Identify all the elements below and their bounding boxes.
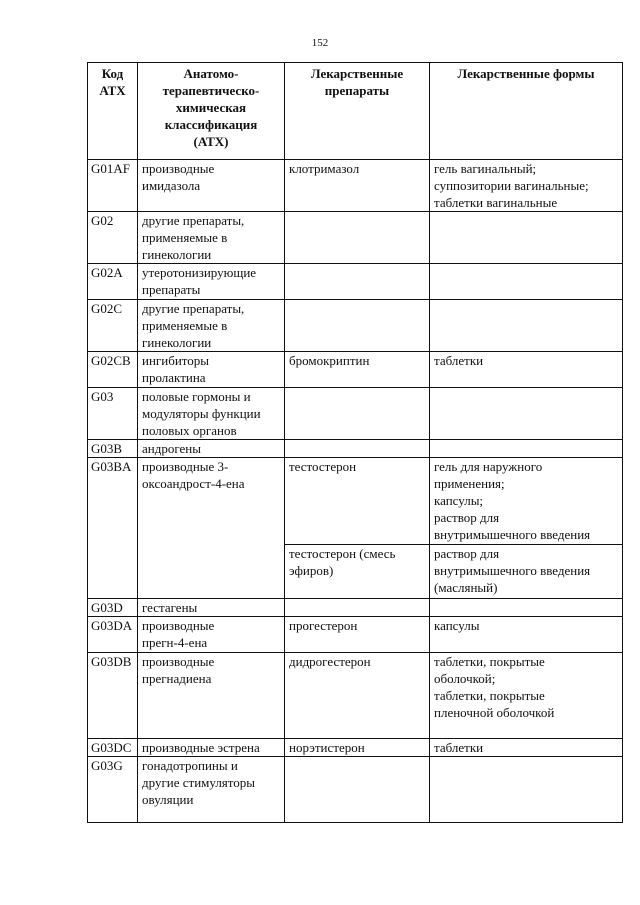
row-code: G03B	[88, 440, 138, 458]
table-row	[88, 160, 623, 212]
row-classification: половые гормоны и модуляторы функции половых органов	[138, 388, 285, 440]
atc-table	[87, 62, 623, 823]
row-classification: гонадотропины и другие стимуляторы овуляции	[138, 757, 285, 823]
row-form: таблетки	[430, 352, 623, 388]
row-form: гель вагинальный; суппозитории вагинальные; таблетки вагинальные	[430, 160, 623, 212]
row-drug: тестостерон	[285, 458, 430, 545]
row-classification: производные прегнадиена	[138, 653, 285, 739]
row-classification: ингибиторы пролактина	[138, 352, 285, 388]
row-drug: норэтистерон	[285, 739, 430, 757]
row-drug	[285, 300, 430, 352]
row-form	[430, 440, 623, 458]
row-code: G03DB	[88, 653, 138, 739]
table-row	[88, 739, 623, 757]
table-row	[88, 212, 623, 264]
table-row	[88, 300, 623, 352]
row-code: G03BA	[88, 458, 138, 599]
row-drug: тестостерон (смесь эфиров)	[285, 545, 430, 599]
row-code: G03	[88, 388, 138, 440]
header-drugs: Лекарственные препараты	[285, 63, 430, 160]
row-code: G02	[88, 212, 138, 264]
row-classification: утеротонизирующие препараты	[138, 264, 285, 300]
row-form	[430, 599, 623, 617]
row-form	[430, 212, 623, 264]
row-classification: другие препараты, применяемые в гинекологии	[138, 300, 285, 352]
row-drug: клотримазол	[285, 160, 430, 212]
header-code: Код АТХ	[88, 63, 138, 160]
row-code: G02C	[88, 300, 138, 352]
row-form: капсулы	[430, 617, 623, 653]
row-code: G01AF	[88, 160, 138, 212]
row-form	[430, 264, 623, 300]
table-row	[88, 617, 623, 653]
page-number: 152	[311, 37, 329, 49]
table-row	[88, 388, 623, 440]
table-row	[88, 352, 623, 388]
row-code: G03G	[88, 757, 138, 823]
table-row	[88, 757, 623, 823]
row-classification: андрогены	[138, 440, 285, 458]
row-code: G02A	[88, 264, 138, 300]
row-form: гель для наружного применения; капсулы; раствор для внутримышечного введения	[430, 458, 623, 545]
row-drug	[285, 212, 430, 264]
row-classification: производные имидазола	[138, 160, 285, 212]
row-code: G03D	[88, 599, 138, 617]
row-drug	[285, 440, 430, 458]
row-code: G02CB	[88, 352, 138, 388]
row-form: таблетки	[430, 739, 623, 757]
table-row	[88, 440, 623, 458]
row-drug	[285, 599, 430, 617]
table-row	[88, 264, 623, 300]
table-header-row	[88, 63, 623, 160]
row-drug	[285, 388, 430, 440]
row-form: раствор для внутримышечного введения (масляный)	[430, 545, 623, 599]
row-classification: производные эстрена	[138, 739, 285, 757]
header-classification: Анатомо- терапевтическо- химическая классификация (АТХ)	[138, 63, 285, 160]
table-row	[88, 599, 623, 617]
row-form	[430, 757, 623, 823]
row-form	[430, 300, 623, 352]
row-drug	[285, 264, 430, 300]
row-classification: гестагены	[138, 599, 285, 617]
row-drug	[285, 757, 430, 823]
row-drug: дидрогестерон	[285, 653, 430, 739]
table-row	[88, 653, 623, 739]
row-classification: производные 3- оксоандрост-4-ена	[138, 458, 285, 599]
row-classification: производные прегн-4-ена	[138, 617, 285, 653]
row-drug: прогестерон	[285, 617, 430, 653]
row-form: таблетки, покрытые оболочкой; таблетки, покрытые пленочной оболочкой	[430, 653, 623, 739]
row-code: G03DA	[88, 617, 138, 653]
row-classification: другие препараты, применяемые в гинекологии	[138, 212, 285, 264]
row-code: G03DC	[88, 739, 138, 757]
row-drug: бромокриптин	[285, 352, 430, 388]
header-forms: Лекарственные формы	[430, 63, 623, 160]
row-form	[430, 388, 623, 440]
table-row	[88, 458, 623, 545]
